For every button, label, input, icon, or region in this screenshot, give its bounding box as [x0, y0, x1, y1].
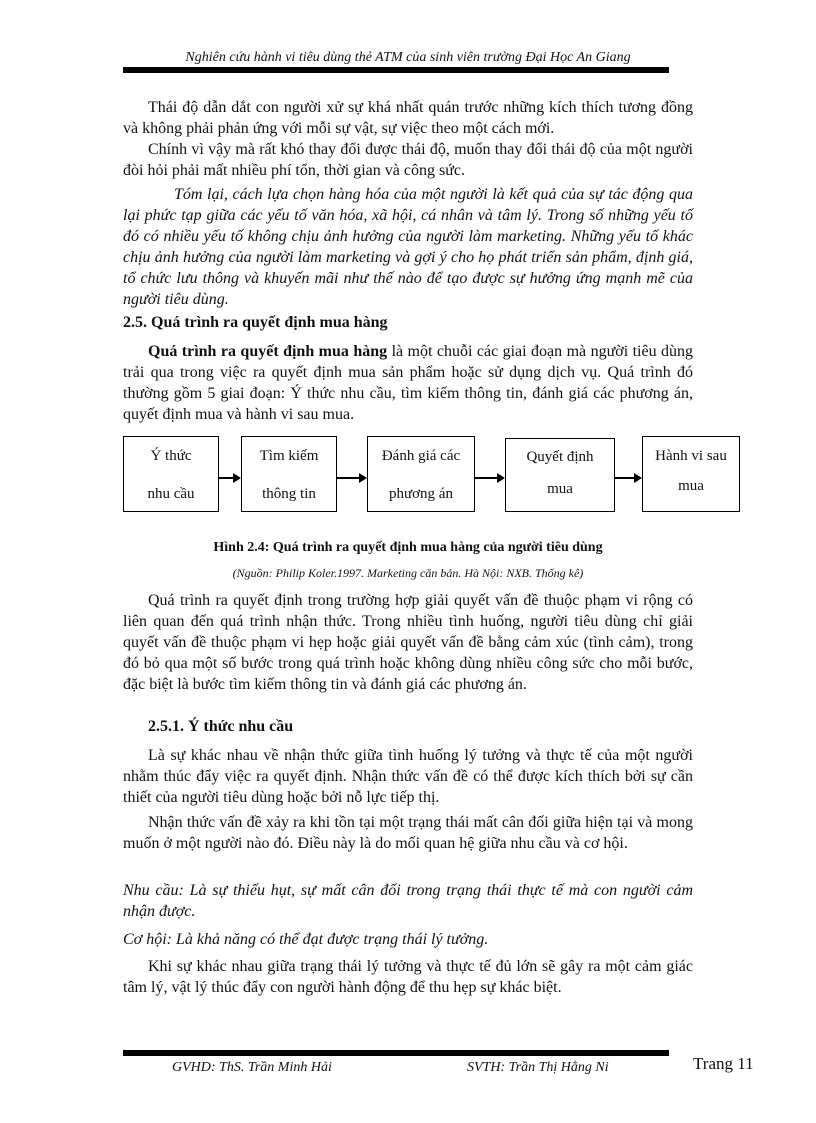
box-label-line1: Quyết định [526, 449, 594, 465]
arrow-3-head [497, 473, 505, 483]
term-definition: là một chuỗi các giai đoạn mà người tiêu dùng trải qua trong việc ra quyết định mua sản phẩm hoặc sử dụng dịch vụ. Quá trình đó thường gồm 5 giai đoạn: Ý thức nhu cầu, tìm kiếm thông tin, đánh giá các phương án, quyết định mua và hành vi sau mua. [123, 343, 694, 423]
arrow-4 [615, 477, 635, 479]
page-header-title: Nghiên cứu hành vi tiêu dùng thẻ ATM của sinh viên trường Đại Học An Giang [185, 50, 631, 65]
box-label-line1: Hành vi sau [655, 448, 727, 464]
arrow-4-head [634, 473, 642, 483]
footer-student: SVTH: Trần Thị Hằng Ni [467, 1060, 609, 1075]
paragraph-summary: Tóm lại, cách lựa chọn hàng hóa của một người là kết quả của sự tác động qua lại phức tạp giữa các yếu tố văn hóa, xã hội, cá nhân và tâm lý. Trong số những yếu tố đó có nhiều yếu tố không chịu ảnh hưởng của người làm marketing. Những yếu tố khác chịu ảnh hưởng của người làm marketing và gợi ý cho họ phát triển sản phẩm, định giá, tổ chức lưu thông và khuyến mãi như thế nào để tạo được sự hưởng ứng mạnh mẽ của người tiêu dùng. [123, 186, 693, 308]
arrow-3 [475, 477, 498, 479]
arrow-2 [337, 477, 360, 479]
box-label-line2: thông tin [262, 486, 316, 502]
arrow-2-head [359, 473, 367, 483]
paragraph-opportunity: Cơ hội: Là khả năng có thể đạt được trạng thái lý tưởng. [123, 931, 489, 948]
arrow-1-head [233, 473, 241, 483]
box-label-line2: phương án [389, 486, 453, 502]
diagram-box-evaluation [367, 436, 475, 512]
diagram-box-info-search [241, 436, 337, 512]
paragraph-problem-recognition: Nhận thức vấn đề xảy ra khi tồn tại một trạng thái mất cân đối giữa hiện tại và mong muốn ở một người nào đó. Điều này là do mối quan hệ giữa nhu cầu và cơ hội. [123, 814, 693, 852]
box-label-line1: Ý thức [150, 448, 192, 464]
paragraph-gap: Khi sự khác nhau giữa trạng thái lý tưởng và thực tế đủ lớn sẽ gây ra một cảm giác tâm lý, vật lý thúc đẩy con người hành động để thu hẹp sự khác biệt. [123, 958, 693, 996]
subsection-heading: 2.5.1. Ý thức nhu cầu [148, 718, 294, 735]
paragraph-attitude: Thái độ dẫn dắt con người xử sự khá nhất quán trước những kích thích tương đồng và không phải phản ứng với mỗi sự vật, sự việc theo một cách mới. [123, 99, 693, 137]
section-heading: 2.5. Quá trình ra quyết định mua hàng [123, 314, 388, 331]
header-rule [123, 67, 669, 73]
box-label-line2: mua [547, 481, 573, 497]
paragraph-need-definition: Là sự khác nhau về nhận thức giữa tình huống lý tưởng và thực tế của một người nhằm thúc đẩy việc ra quyết định. Nhận thức vấn đề có thể được kích thích bởi sự cần thiết của người tiêu dùng hoặc bởi nỗ lực tiếp thị. [123, 747, 693, 806]
box-label-line1: Tìm kiếm [259, 448, 319, 464]
paragraph-attitude-change: Chính vì vậy mà rất khó thay đổi được thái độ, muốn thay đổi thái độ của một người đòi hỏi phải mất nhiều phí tổn, thời gian và công sức. [123, 141, 693, 179]
page-number: Trang 11 [693, 1054, 754, 1073]
diagram-box-need-recognition [123, 436, 219, 512]
footer-advisor: GVHD: ThS. Trần Minh Hải [172, 1060, 332, 1075]
box-label-line1: Đánh giá các [381, 448, 461, 464]
paragraph-decision-process [123, 341, 693, 425]
term-bold: Quá trình ra quyết định mua hàng [148, 343, 388, 360]
paragraph-need: Nhu cầu: Là sự thiếu hụt, sự mất cân đối trong trạng thái thực tế mà con người cảm nhận được. [123, 882, 693, 920]
box-label-line2: mua [678, 478, 704, 494]
box-label-line2: nhu cầu [147, 486, 195, 502]
arrow-1 [219, 477, 234, 479]
diagram-box-purchase-decision [505, 438, 615, 512]
figure-caption: Hình 2.4: Quá trình ra quyết định mua hàng của người tiêu dùng [213, 540, 603, 555]
footer-rule [123, 1050, 669, 1056]
diagram-box-post-purchase [642, 436, 740, 512]
figure-source: (Nguồn: Philip Koler.1997. Marketing căn bản. Hà Nội: NXB. Thống kê) [232, 566, 584, 580]
paragraph-decision-scope: Quá trình ra quyết định trong trường hợp giải quyết vấn đề thuộc phạm vi rộng có liên quan đến quá trình nhận thức. Trong nhiều tình huống, người tiêu dùng chỉ giải quyết vấn đề thuộc phạm vi hẹp hoặc giải quyết vấn đề bằng cảm xúc (tình cảm), trong đó bỏ qua một số bước trong quá trình hoặc không dùng nhiều công sức cho mỗi bước, đặc biệt là bước tìm kiếm thông tin và đánh giá các phương án. [123, 592, 693, 693]
